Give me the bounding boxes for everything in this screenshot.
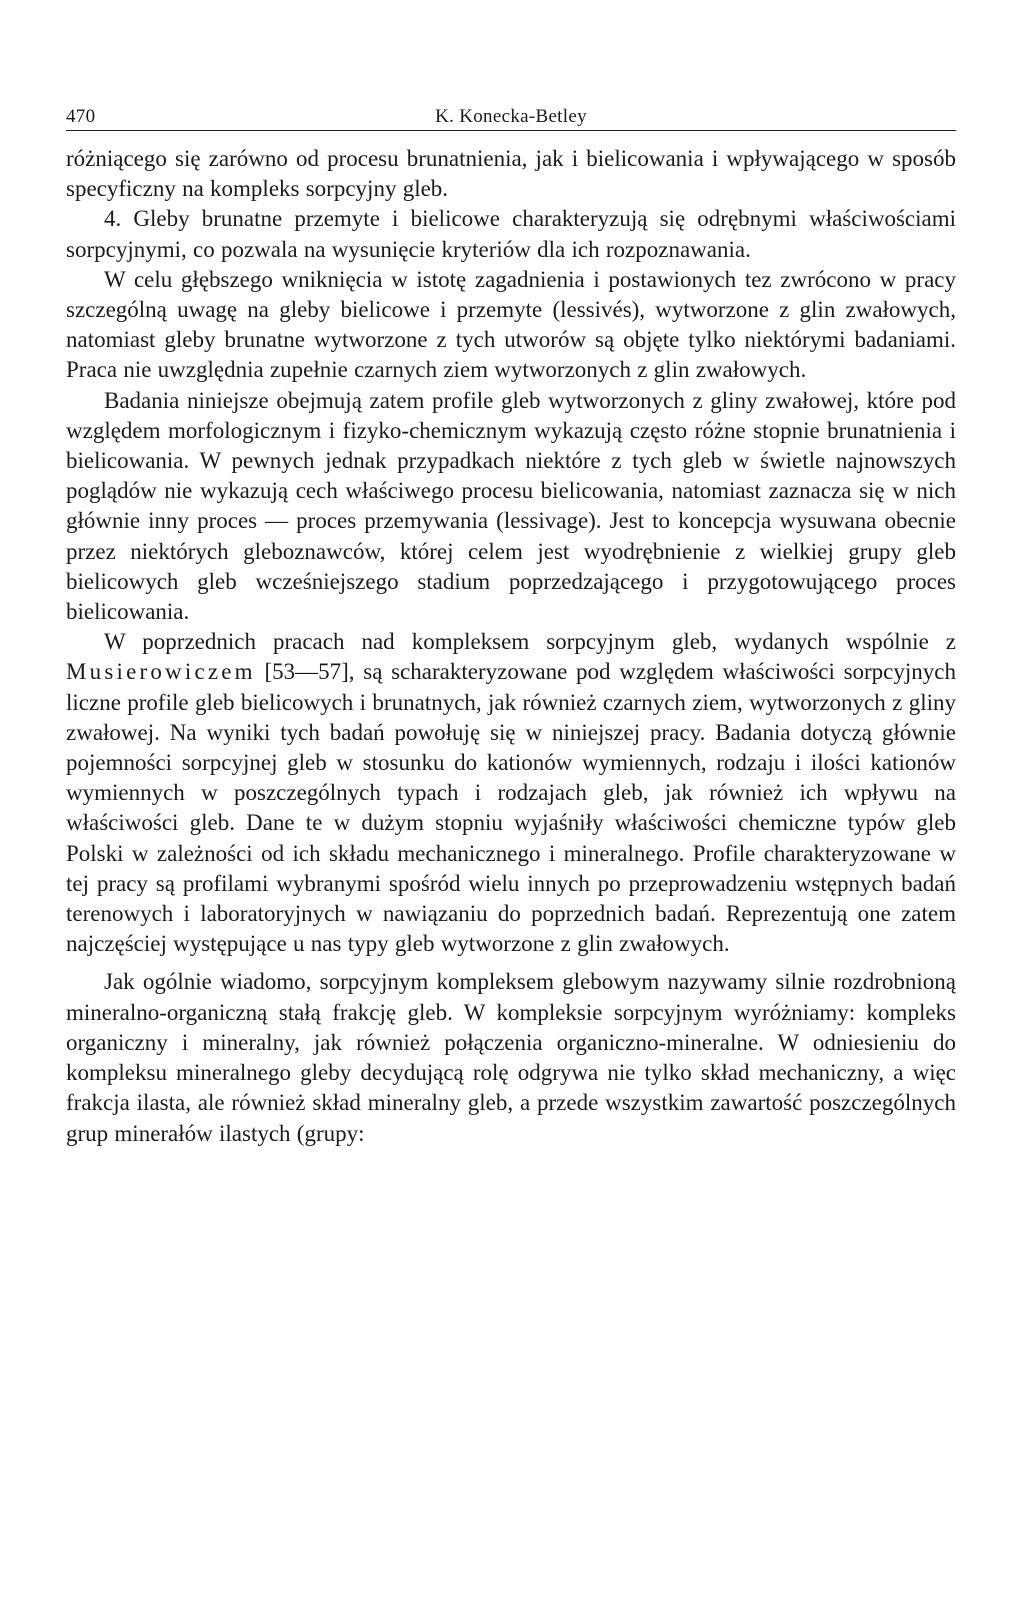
body-text — [66, 144, 956, 1149]
paragraph-aim: W celu głębszego wniknięcia w istotę zagadnienia i postawionych tez zwrócono w pracy szczególną uwagę na gleby bielicowe i przemyte (lessivés), wytworzone z glin zwałowych, natomiast gleby brunatne wytworzone z tych utworów są objęte tylko niektórymi badaniami. Praca nie uwzględnia zupełnie czarnych ziem wytworzonych z glin zwałowych. — [66, 266, 956, 383]
running-header — [66, 96, 956, 130]
running-author: K. Konecka-Betley — [435, 106, 587, 127]
paragraph-conclusion-4: 4. Gleby brunatne przemyte i bielicowe charakteryzują się odrębnymi właściwościami sorpcyjnymi, co pozwala na wysunięcie kryteriów dla ich rozpoznawania. — [66, 206, 956, 262]
paragraph-previous-work — [66, 627, 956, 959]
paragraph-continuation: różniącego się zarówno od procesu brunatnienia, jak i bielicowania i wpływającego w sposób specyficzny na kompleks sorpcyjny gleb. — [66, 146, 956, 202]
previous-work-text-end: [53—57], są scharakteryzowane pod względem właściwości sorpcyjnych liczne profile gleb bielicowych i brunatnych, jak również czarnych ziem, wytworzonych z gliny zwałowej. Na wyniki tych badań powołuję się w niniejszej pracy. Badania dotyczą głównie pojemności sorpcyjnej gleb w stosunku do kationów wymiennych, rodzaju i ilości kationów wymiennych w poszczególnych typach i rodzajach gleb, jak również ich wpływu na właściwości gleb. Dane te w dużym stopniu wyjaśniły właściwości chemiczne typów gleb Polski w zależności od ich składu mechanicznego i mineralnego. Profile charakteryzowane w tej pracy są profilami wybranymi spośród wielu innych po przeprowadzeniu wstępnych badań terenowych i laboratoryjnych w nawiązaniu do poprzednich badań. Reprezentują one zatem najczęściej występujące u nas typy gleb wytworzone z glin zwałowych. — [66, 659, 956, 957]
paragraph-study-scope: Badania niniejsze obejmują zatem profile gleb wytworzonych z gliny zwałowej, które pod względem morfologicznym i fizyko-chemicznym wykazują często różne stopnie brunatnienia i bielicowania. W pewnych jednak przypadkach niektóre z tych gleb w świetle najnowszych poglądów nie wykazują cech właściwego procesu bielicowania, natomiast zaznacza się w nich głównie inny proces — proces przemywania (lessivage). Jest to koncepcja wysuwana obecnie przez niektórych gleboznawców, której celem jest wyodrębnienie z wielkiej grupy gleb bielicowych gleb wcześniejszego stadium poprzedzającego i przygotowującego proces bielicowania. — [66, 387, 956, 625]
coauthor-name: Musierowiczem — [66, 659, 256, 685]
previous-work-text-start: W poprzednich pracach nad kompleksem sorpcyjnym gleb, wydanych wspólnie z — [104, 629, 956, 655]
paragraph-sorption-complex: Jak ogólnie wiadomo, sorpcyjnym kompleksem glebowym nazywamy silnie rozdrobnioną mineralno-organiczną stałą frakcję gleb. W kompleksie sorpcyjnym wyróżniamy: kompleks organiczny i mineralny, jak również połączenia organiczno-mineralne. W odniesieniu do kompleksu mineralnego gleby decydującą rolę odgrywa nie tylko skład mechaniczny, a więc frakcja ilasta, ale również skład mineralny gleb, a przede wszystkim zawartość poszczególnych grup minerałów ilastych (grupy: — [66, 969, 956, 1146]
page-number: 470 — [66, 106, 96, 127]
document-page — [66, 96, 956, 1149]
header-rule — [66, 130, 956, 131]
